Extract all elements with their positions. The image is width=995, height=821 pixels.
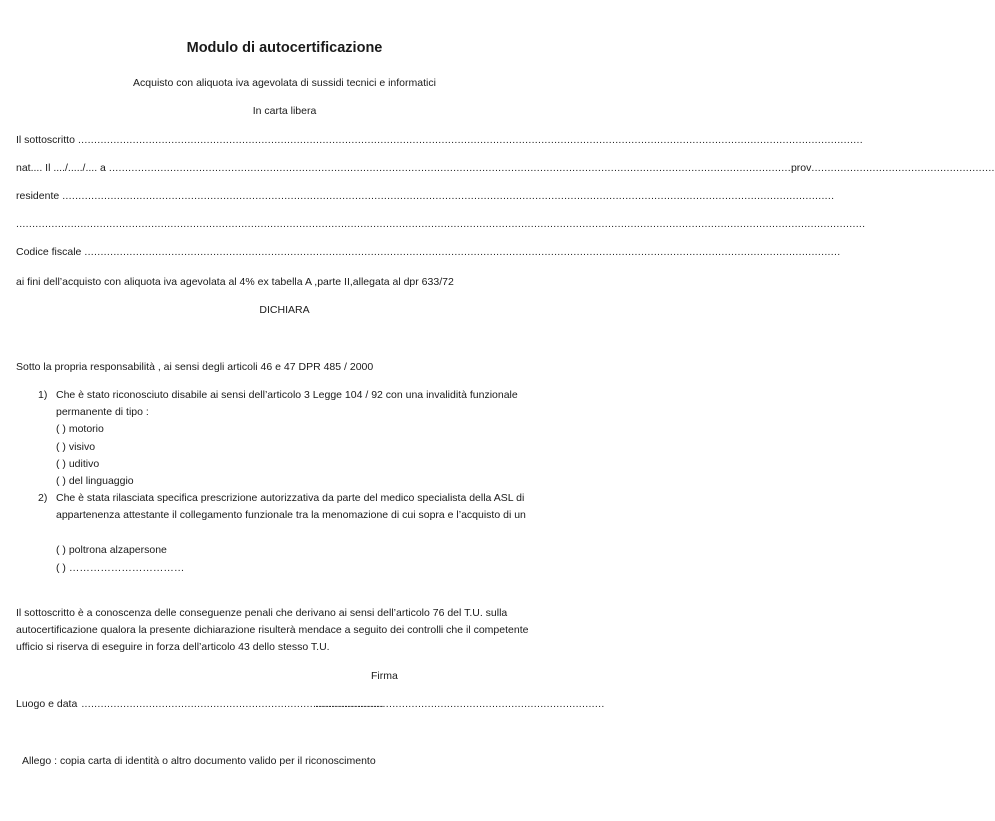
form-title: Modulo di autocertificazione — [186, 40, 383, 56]
codice-fiscale-label: Codice fiscale — [16, 246, 82, 258]
birth-field[interactable] — [16, 162, 995, 174]
sottoscritto-dots: .................................................................................................................................................................................................................................................... — [77, 134, 863, 146]
option-linguaggio[interactable]: ( ) del linguaggio — [56, 475, 134, 487]
responsibility-text: Sotto la propria responsabilità , ai sensi degli articoli 46 e 47 DPR 485 / 2000 — [16, 361, 374, 373]
option-poltrona[interactable]: ( ) poltrona alzapersone — [56, 544, 167, 556]
sottoscritto-label: Il sottoscritto — [16, 134, 75, 146]
paper-note: In carta libera — [252, 105, 317, 117]
residente-field[interactable] — [16, 190, 835, 202]
residente-label: residente — [16, 190, 60, 202]
option-other-blank[interactable]: ( ) …………………………… — [56, 562, 185, 574]
residente-continuation-dots[interactable]: ........................................................................................................................................................................................................................................................................ — [16, 218, 866, 230]
prov-label: prov — [790, 162, 812, 174]
item-1-text: Che è stato riconosciuto disabile ai sensi dell’articolo 3 Legge 104 / 92 con una invalidità funzionale permanente di tipo : — [56, 389, 518, 418]
residente-dots: ................................................................................................................................................................................................................................................ — [62, 190, 835, 202]
item-2-number: 2) — [38, 492, 48, 504]
place-date-label: Luogo e data — [16, 698, 78, 710]
birthplace-dots: .................................................................................................................................................................................................................... — [108, 162, 791, 174]
prov-dots: ......................................................... — [811, 162, 995, 174]
option-uditivo[interactable]: ( ) uditivo — [56, 458, 100, 470]
attachment-note: Allego : copia carta di identità o altro documento valido per il riconoscimento — [22, 755, 376, 767]
option-visivo[interactable]: ( ) visivo — [56, 441, 96, 453]
item-2-text: Che è stata rilasciata specifica prescrizione autorizzativa da parte del medico specialista della ASL di appartenenza attestante il collegamento funzionale tra la menomazione di cui sopra e l’acquisto di un — [56, 492, 526, 521]
penal-notice: Il sottoscritto è a conoscenza delle conseguenze penali che derivano ai sensi dell’articolo 76 del T.U. sulla autocertificazione qualora la presente dichiarazione risulterà mendace a seguito dei controlli che il competente ufficio si riserva di eseguire in forza dell’articolo 43 dello stesso T.U. — [16, 607, 529, 653]
codice-fiscale-field[interactable] — [16, 246, 841, 258]
birth-label: nat.... Il ..../...../.... a — [16, 162, 106, 174]
sottoscritto-field[interactable] — [16, 134, 863, 146]
option-motorio[interactable]: ( ) motorio — [56, 423, 104, 435]
signature-dots[interactable]: .......................................................................................... — [315, 698, 605, 710]
item-1-number: 1) — [38, 389, 48, 401]
form-subtitle: Acquisto con aliquota iva agevolata di sussidi tecnici e informatici — [133, 77, 436, 89]
place-date-dots: .............................................................................................. — [81, 698, 384, 710]
purpose-text: ai fini dell’acquisto con aliquota iva agevolata al 4% ex tabella A ,parte II,allegata al dpr 633/72 — [16, 276, 454, 288]
place-date-field[interactable] — [16, 698, 384, 710]
codice-fiscale-dots: ........................................................................................................................................................................................................................................... — [84, 246, 841, 258]
signature-label: Firma — [371, 670, 398, 682]
declare-heading: DICHIARA — [259, 304, 310, 316]
